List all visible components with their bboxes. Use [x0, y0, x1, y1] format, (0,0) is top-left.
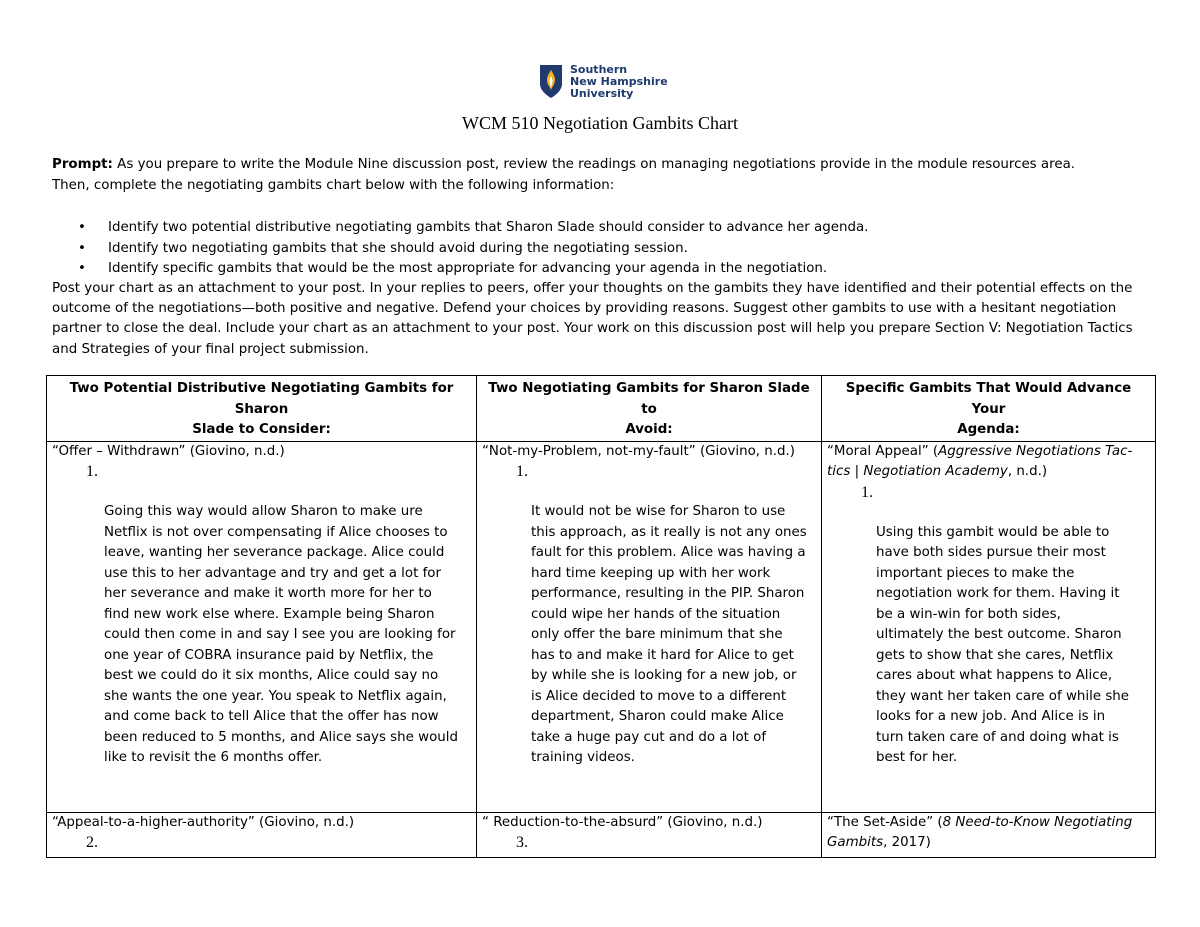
logo-line-3: University: [570, 87, 634, 100]
text-line: negotiation work for them. Having it: [876, 586, 1120, 601]
instructions-line-4: and Strategies of your final project submission.: [52, 342, 369, 357]
text-line: important pieces to make the: [876, 565, 1075, 581]
table-cell: [47, 441, 477, 812]
table-cell: [822, 441, 1156, 812]
text-line: Netflix is not over compensating if Alice chooses to: [104, 524, 448, 540]
source-title: tics | Negotiation Academy: [827, 464, 1008, 479]
table-cell: [477, 812, 822, 857]
header-consider: [47, 376, 477, 442]
bullet-icon: •: [78, 240, 86, 256]
list-number: 1.: [861, 483, 873, 501]
list-item-text: Identify two negotiating gambits that she should avoid during the negotiating session.: [108, 240, 688, 256]
header-avoid: [477, 376, 822, 442]
table-cell: [477, 441, 822, 812]
list-number: 1.: [516, 463, 528, 480]
text-line: best we could do it six months, Alice could say no: [104, 668, 439, 683]
gambit-explanation: [876, 523, 1150, 769]
prompt-text: As you prepare to write the Module Nine discussion post, review the readings on managing negotiations provide in the module resources area.: [112, 157, 1076, 172]
list-item-text: Identify specific gambits that would be the most appropriate for advancing your agenda in the negotiation.: [108, 261, 828, 276]
list-number: 2.: [86, 834, 98, 851]
logo-line-1: Southern: [570, 63, 628, 76]
logo-wordmark: [570, 64, 668, 100]
title-text: , n.d.): [1007, 464, 1048, 479]
header-text: Slade to Consider:: [192, 422, 331, 437]
text-line: turn taken care of and doing what is: [876, 729, 1119, 745]
header-text: Avoid:: [625, 422, 673, 437]
text-line: performance, resulting in the PIP. Sharon: [531, 586, 805, 601]
gambit-title: “Offer – Withdrawn” (Giovino, n.d.): [52, 443, 285, 459]
requirements-list: [78, 218, 868, 280]
list-item: [78, 239, 868, 260]
list-number: 1.: [86, 463, 98, 480]
gambit-title: “ Reduction-to-the-absurd” (Giovino, n.d.): [482, 814, 763, 830]
prompt-label: Prompt:: [52, 157, 113, 172]
text-line: is Alice decided to move to a different: [531, 688, 787, 704]
table-cell: [822, 812, 1156, 857]
text-line: fault for this problem. Alice was having a: [531, 545, 806, 560]
text-line: be a win-win for both sides,: [876, 606, 1061, 622]
gambit-title: [827, 813, 1150, 834]
text-line: use this to her advantage and try and get a lot for: [104, 565, 441, 581]
table-row: [47, 441, 1156, 812]
text-line: find new work else where. Example being Sharon: [104, 606, 435, 622]
table-cell: [47, 812, 477, 857]
gambit-title: “Appeal-to-a-higher-authority” (Giovino, n.d.): [52, 814, 355, 830]
logo-line-2: New Hampshire: [570, 75, 668, 88]
text-line: Using this gambit would be able to: [876, 524, 1110, 540]
list-item: [78, 218, 868, 239]
list-item: [78, 259, 868, 280]
source-title: 8 Need-to-Know Negotiating: [942, 814, 1133, 830]
gambit-explanation: [104, 502, 471, 769]
text-line: cares about what happens to Alice,: [876, 668, 1113, 683]
title-text: “Moral Appeal” (: [827, 443, 939, 459]
text-line: only offer the bare minimum that she: [531, 627, 783, 642]
instructions-line-2: outcome of the negotiations—both positive and negative. Defend your choices by providing reasons. Suggest other gambits to use with a hesitant negotiation: [52, 301, 1117, 316]
shield-flame-icon: [539, 64, 563, 100]
table-row: [47, 812, 1156, 857]
list-number: 3.: [516, 834, 528, 851]
text-line: they want her taken care of while she: [876, 688, 1130, 704]
header-text: Agenda:: [957, 422, 1020, 437]
text-line: looks for a new job. And Alice is in: [876, 709, 1106, 724]
header-text: Two Potential Distributive Negotiating Gambits for Sharon: [69, 381, 454, 417]
gambit-title-cont: [827, 462, 1150, 483]
text-line: best for her.: [876, 750, 958, 765]
gambit-explanation: [531, 502, 816, 769]
text-line: training videos.: [531, 750, 635, 765]
text-line: been reduced to 5 months, and Alice says she would: [104, 729, 458, 745]
gambit-title: [827, 442, 1150, 463]
text-line: she wants the one year. You speak to Netflix again,: [104, 688, 447, 704]
gambit-title-cont: [827, 833, 1150, 854]
gambit-title: “Not-my-Problem, not-my-fault” (Giovino, n.d.): [482, 443, 796, 459]
header-advance: [822, 376, 1156, 442]
text-line: take a huge pay cut and do a lot of: [531, 729, 767, 745]
bullet-icon: •: [78, 261, 86, 276]
text-line: It would not be wise for Sharon to use: [531, 504, 786, 519]
text-line: by while she is looking for a new job, or: [531, 668, 797, 683]
text-line: has to and make it hard for Alice to get: [531, 647, 794, 663]
instructions-line-3: partner to close the deal. Include your chart as an attachment to your post. Your work on this discussion post will help you prepare Section V: Negotiation Tactics: [52, 321, 1133, 336]
prompt-line-2: Then, complete the negotiating gambits chart below with the following information:: [52, 178, 615, 193]
text-line: ultimately the best outcome. Sharon: [876, 627, 1122, 642]
text-line: could wipe her hands of the situation: [531, 606, 781, 622]
text-line: department, Sharon could make Alice: [531, 709, 784, 724]
source-title: Gambits: [827, 835, 884, 850]
document-title: WCM 510 Negotiation Gambits Chart: [462, 113, 738, 133]
title-text: “The Set-Aside” (: [827, 814, 943, 830]
text-line: Going this way would allow Sharon to make ure: [104, 504, 423, 519]
text-line: have both sides pursue their most: [876, 545, 1106, 560]
text-line: could then come in and say I see you are looking for: [104, 627, 456, 642]
table-header-row: [47, 376, 1156, 442]
source-title: Aggressive Negotiations Tac-: [938, 443, 1133, 459]
university-logo: [539, 64, 668, 100]
text-line: hard time keeping up with her work: [531, 565, 771, 581]
header-text: Two Negotiating Gambits for Sharon Slade to: [488, 381, 810, 417]
instructions-line-1: Post your chart as an attachment to your post. In your replies to peers, offer your thoughts on the gambits they have identified and their potential effects on the: [52, 281, 1133, 296]
gambits-chart-table: [46, 375, 1156, 858]
text-line: like to revisit the 6 months offer.: [104, 750, 323, 765]
text-line: one year of COBRA insurance paid by Netflix, the: [104, 647, 434, 663]
text-line: this approach, as it really is not any ones: [531, 524, 807, 540]
text-line: and come back to tell Alice that the offer has now: [104, 709, 439, 724]
text-line: her severance and make it worth more for her to: [104, 586, 432, 601]
header-text: Specific Gambits That Would Advance Your: [845, 381, 1132, 417]
text-line: leave, wanting her severance package. Alice could: [104, 545, 445, 560]
title-text: , 2017): [883, 835, 931, 850]
prompt-line-1: [52, 155, 1075, 176]
text-line: gets to show that she cares, Netflix: [876, 647, 1114, 663]
list-item-text: Identify two potential distributive negotiating gambits that Sharon Slade should consider to advance her agenda.: [108, 220, 869, 235]
bullet-icon: •: [78, 220, 86, 235]
